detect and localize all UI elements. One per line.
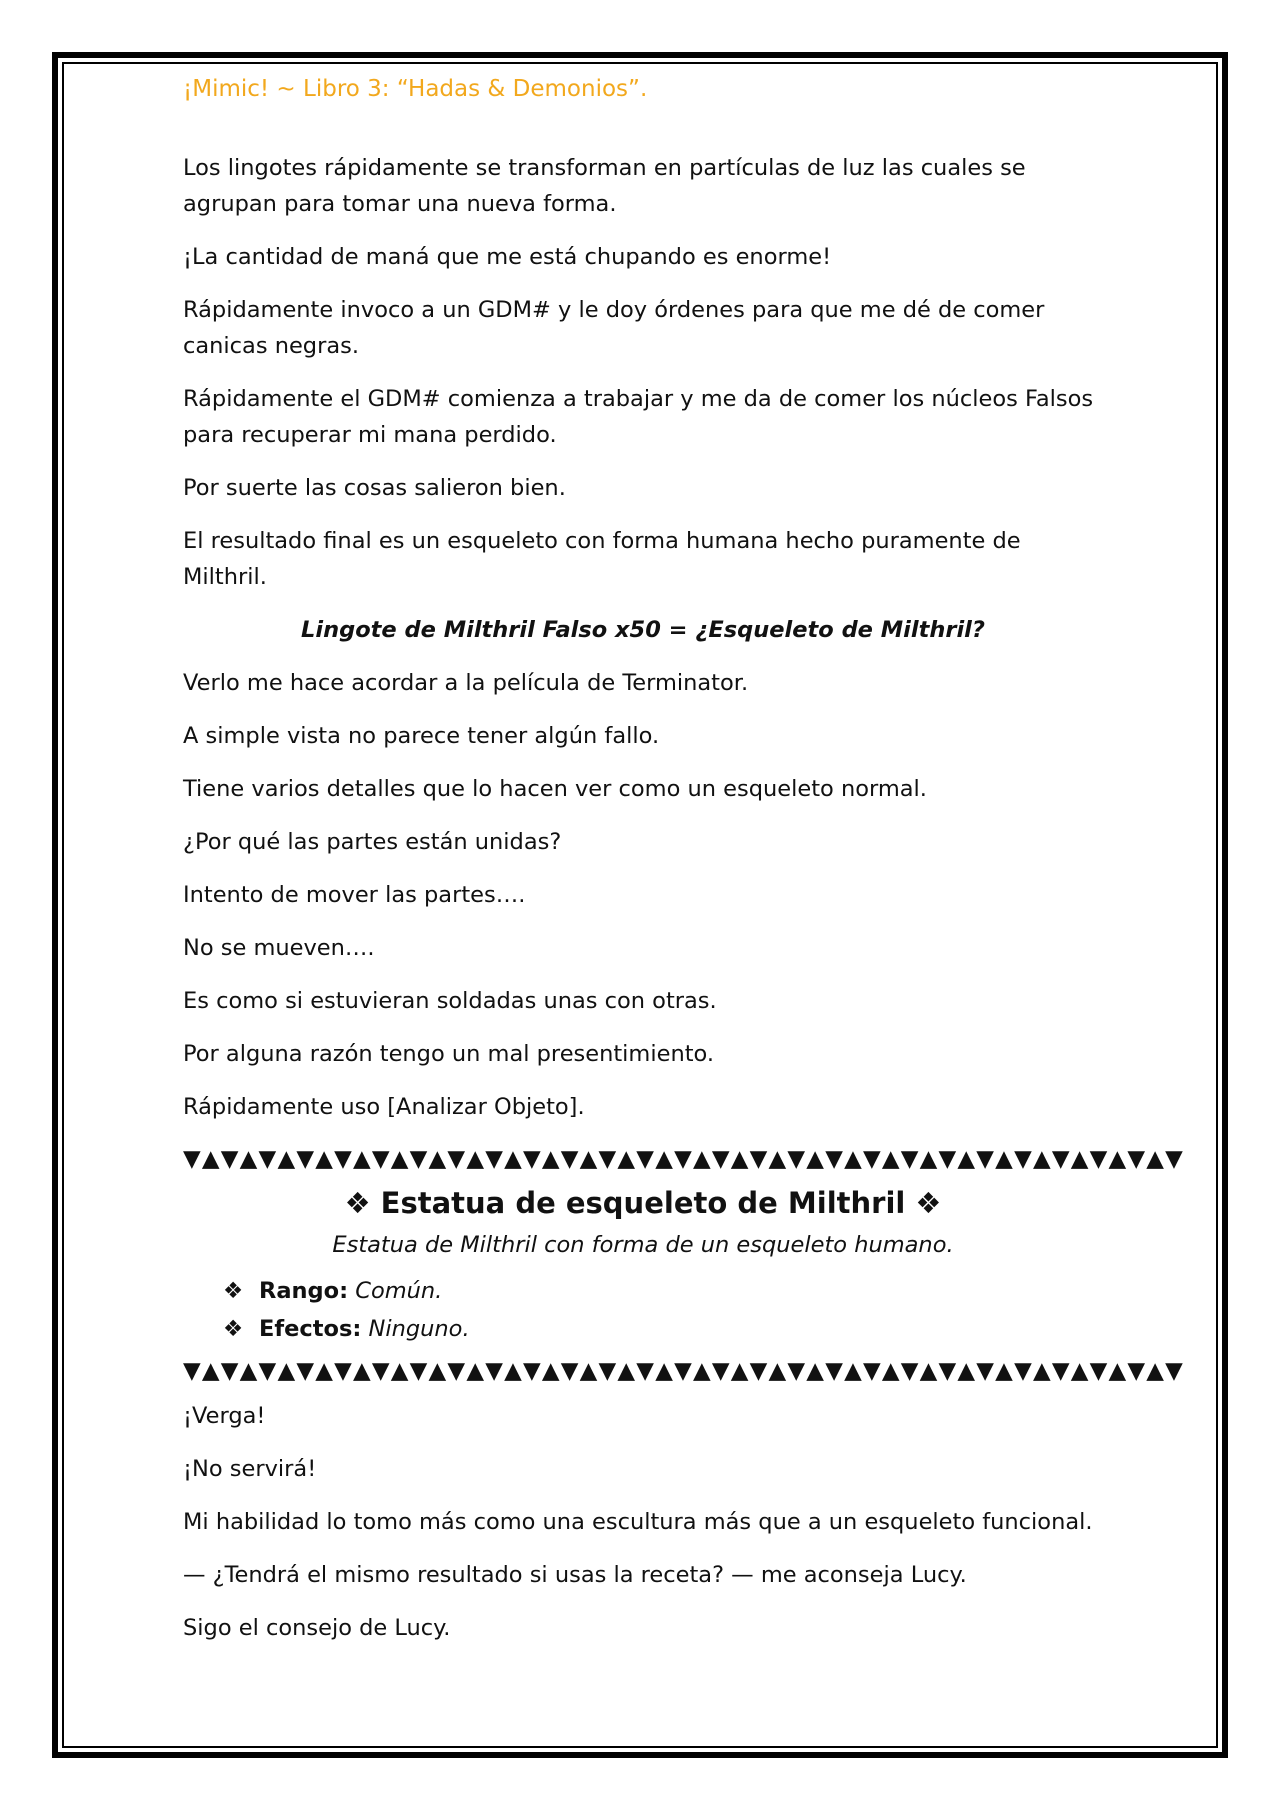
item-attribute-rango (223, 1272, 1103, 1310)
paragraph: ¡La cantidad de maná que me está chupando es enorme! (183, 244, 832, 270)
paragraph: Mi habilidad lo tomo más como una escultura más que a un esqueleto funcional. (183, 1509, 1093, 1535)
paragraph: Verlo me hace acordar a la película de Terminator. (183, 670, 749, 696)
chapter-text (183, 150, 1185, 1663)
paragraph: Rápidamente uso [Analizar Objeto]. (183, 1094, 585, 1120)
paragraph: Los lingotes rápidamente se transforman en partículas de luz las cuales se agrupan para tomar una nueva forma. (183, 155, 1026, 217)
item-description: Estatua de Milthril con forma de un esqueleto humano. (332, 1232, 954, 1258)
attribute-value: Ninguno. (368, 1316, 470, 1342)
paragraph: ¡No servirá! (183, 1456, 317, 1482)
paragraph: Es como si estuvieran soldadas unas con otras. (183, 988, 717, 1014)
diamond-bullet-icon: ❖ (223, 1316, 244, 1342)
paragraph: Rápidamente invoco a un GDM# y le doy órdenes para que me dé de comer canicas negras. (183, 297, 1045, 359)
paragraph: Intento de mover las partes…. (183, 882, 526, 908)
diamond-bullet-icon: ❖ (223, 1278, 244, 1304)
paragraph: Sigo el consejo de Lucy. (183, 1615, 451, 1641)
paragraph: — ¿Tendrá el mismo resultado si usas la receta? — me aconseja Lucy. (183, 1562, 967, 1588)
attribute-label: Rango: (259, 1278, 349, 1304)
paragraph: ¡Verga! (183, 1403, 266, 1429)
attribute-label: Efectos: (259, 1316, 362, 1342)
paragraph: A simple vista no parece tener algún fallo. (183, 723, 660, 749)
paragraph: Por alguna razón tengo un mal presentimiento. (183, 1041, 715, 1067)
paragraph: Por suerte las cosas salieron bien. (183, 475, 566, 501)
paragraph: El resultado final es un esqueleto con forma humana hecho puramente de Milthril. (183, 528, 1021, 590)
item-title: ❖ Estatua de esqueleto de Milthril ❖ (344, 1186, 942, 1220)
attribute-value: Común. (355, 1278, 443, 1304)
paragraph: Tiene varios detalles que lo hacen ver como un esqueleto normal. (183, 776, 927, 802)
item-attribute-efectos (223, 1310, 1103, 1348)
triangle-divider-top: ▼▲▼▲▼▲▼▲▼▲▼▲▼▲▼▲▼▲▼▲▼▲▼▲▼▲▼▲▼▲▼▲▼▲▼▲▼▲▼▲▼▲▼▲▼▲▼▲▼▲▼▲▼ (183, 1146, 1185, 1172)
recipe-line: Lingote de Milthril Falso x50 = ¿Esqueleto de Milthril? (301, 617, 985, 643)
paragraph: Rápidamente el GDM# comienza a trabajar y me da de comer los núcleos Falsos para recuperar mi mana perdido. (183, 386, 1094, 448)
paragraph: ¿Por qué las partes están unidas? (183, 829, 562, 855)
paragraph: No se mueven…. (183, 935, 375, 961)
book-header: ¡Mimic! ~ Libro 3: “Hadas & Demonios”. (183, 76, 648, 102)
triangle-divider-bottom: ▼▲▼▲▼▲▼▲▼▲▼▲▼▲▼▲▼▲▼▲▼▲▼▲▼▲▼▲▼▲▼▲▼▲▼▲▼▲▼▲▼▲▼▲▼▲▼▲▼▲▼▲▼ (183, 1358, 1185, 1384)
